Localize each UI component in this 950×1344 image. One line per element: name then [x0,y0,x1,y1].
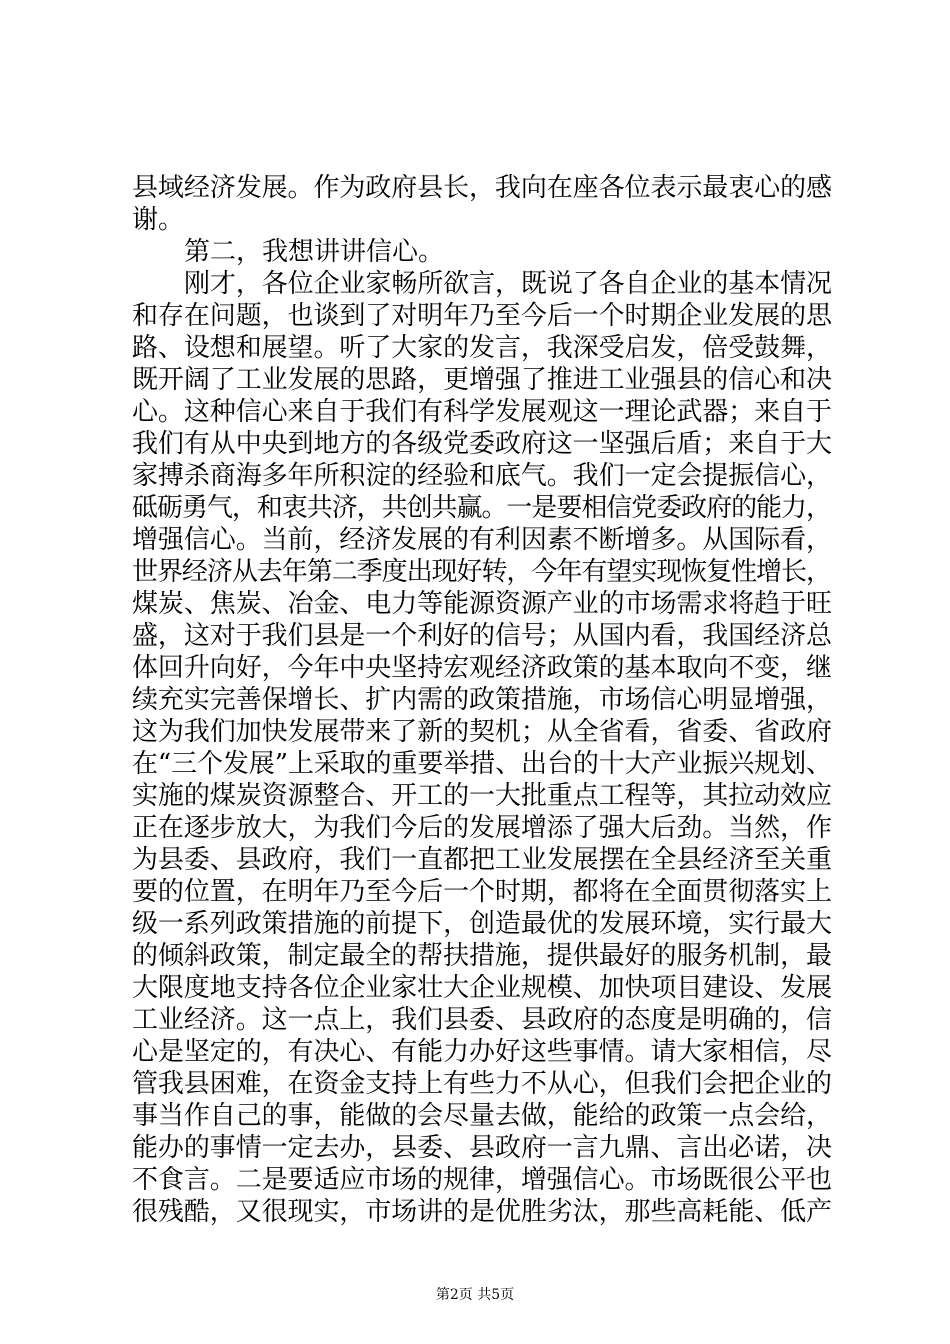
text-line: 谢。 [132,205,185,235]
text-line: 能办的事情一定去办，县委、县政府一言九鼎、言出必诺，决 [132,1133,832,1163]
text-line: 心。这种信心来自于我们有科学发展观这一理论武器；来自于 [132,397,832,427]
text-line: 世界经济从去年第二季度出现好转，今年有望实现恢复性增长， [132,557,831,587]
text-line: 砥砺勇气，和衷共济，共创共赢。一是要相信党委政府的能力， [132,493,831,523]
text-line: 心是坚定的，有决心、有能力办好这些事情。请大家相信，尽 [132,1037,832,1067]
text-line: 在“三个发展”上采取的重要举措、出台的十大产业振兴规划、 [132,749,832,779]
text-line: 要的位置，在明年乃至今后一个时期，都将在全面贯彻落实上 [132,877,832,907]
text-line: 为县委、县政府，我们一直都把工业发展摆在全县经济至关重 [132,845,832,875]
text-line: 路、设想和展望。听了大家的发言，我深受启发，倍受鼓舞， [132,333,832,363]
text-line: 不食言。二是要适应市场的规律，增强信心。市场既很公平也 [132,1165,832,1195]
text-line: 体回升向好，今年中央坚持宏观经济政策的基本取向不变，继 [132,653,832,683]
text-line: 增强信心。当前，经济发展的有利因素不断增多。从国际看， [132,525,832,555]
text-line: 续充实完善保增长、扩内需的政策措施，市场信心明显增强， [132,685,832,715]
text-line: 这为我们加快发展带来了新的契机；从全省看，省委、省政府 [132,717,832,747]
text-line: 事当作自己的事，能做的会尽量去做，能给的政策一点会给， [132,1101,832,1131]
text-line: 级一系列政策措施的前提下，创造最优的发展环境，实行最大 [132,909,832,939]
text-line: 煤炭、焦炭、冶金、电力等能源资源产业的市场需求将趋于旺 [132,589,832,619]
text-line: 工业经济。这一点上，我们县委、县政府的态度是明确的，信 [132,1005,832,1035]
text-line: 既开阔了工业发展的思路，更增强了推进工业强县的信心和决 [132,365,832,395]
text-line: 家搏杀商海多年所积淀的经验和底气。我们一定会提振信心， [132,461,832,491]
text-line: 的倾斜政策，制定最全的帮扶措施，提供最好的服务机制，最 [132,941,832,971]
body-text [132,172,832,1228]
text-line: 第二，我想讲讲信心。 [184,237,445,267]
text-line: 县域经济发展。作为政府县长，我向在座各位表示最衷心的感 [132,173,832,203]
text-line: 和存在问题，也谈到了对明年乃至今后一个时期企业发展的思 [132,301,832,331]
page-footer: 第2页 共5页 [435,1287,515,1303]
text-line: 实施的煤炭资源整合、开工的一大批重点工程等，其拉动效应 [132,781,832,811]
text-line: 我们有从中央到地方的各级党委政府这一坚强后盾；来自于大 [132,429,832,459]
text-line: 盛，这对于我们县是一个利好的信号；从国内看，我国经济总 [132,621,832,651]
text-line: 正在逐步放大，为我们今后的发展增添了强大后劲。当然，作 [132,813,832,843]
text-line: 大限度地支持各位企业家壮大企业规模、加快项目建设、发展 [132,973,832,1003]
text-line: 刚才，各位企业家畅所欲言，既说了各自企业的基本情况 [184,269,832,299]
text-line: 管我县困难，在资金支持上有些力不从心，但我们会把企业的 [132,1069,832,1099]
text-line: 很残酷，又很现实，市场讲的是优胜劣汰，那些高耗能、低产 [132,1197,832,1227]
